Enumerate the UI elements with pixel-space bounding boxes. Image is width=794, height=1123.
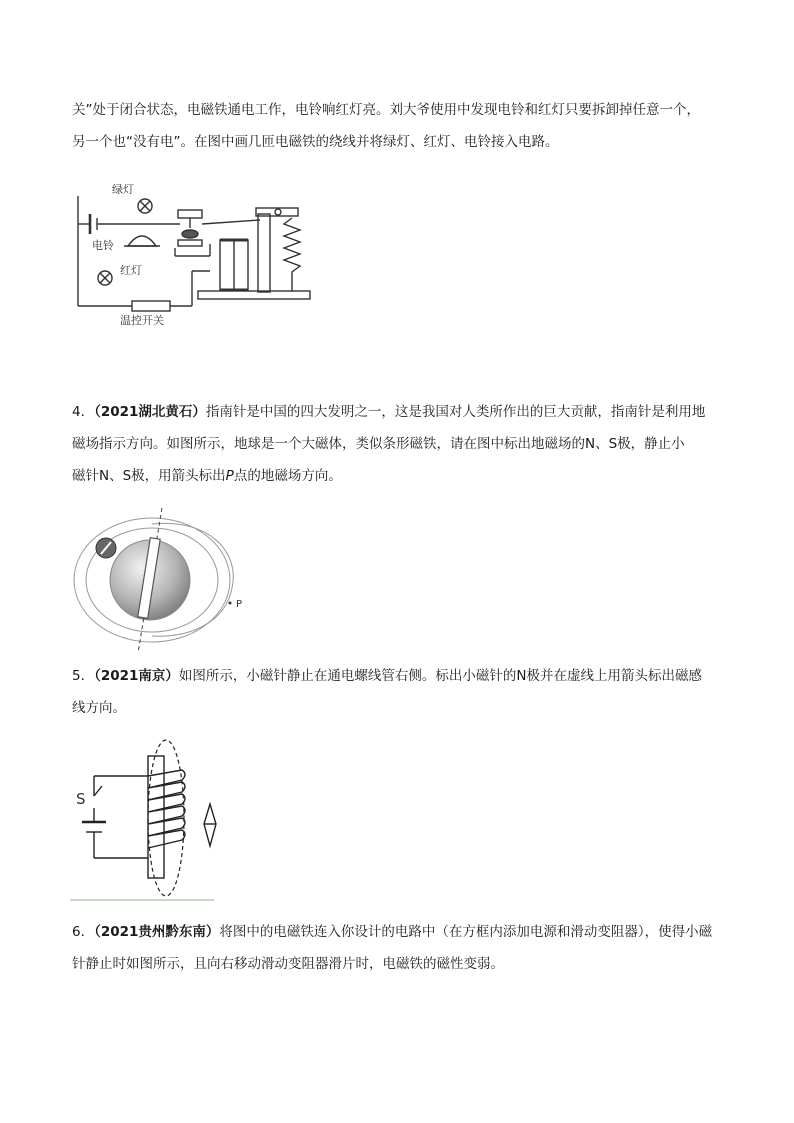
q6-line-2: 针静止时如图所示，且向右移动滑动变阻器滑片时，电磁铁的磁性变弱。: [72, 956, 504, 972]
label-bell: 电铃: [92, 239, 114, 252]
q5-source: （2021南京）: [94, 668, 179, 684]
intro-line-2: 另一个也“没有电”。在图中画几匝电磁铁的绕线并将绿灯、红灯、电铃接入电路。: [72, 134, 559, 150]
figure-earth-magnetic-field: [70, 508, 260, 653]
label-point-p: P: [236, 599, 243, 610]
label-temperature-switch: 温控开关: [120, 314, 164, 326]
q6-source: （2021贵州黔东南）: [94, 924, 220, 940]
label-switch-s: S: [76, 790, 86, 808]
question-5: [72, 660, 732, 724]
q4-line-2: 磁场指示方向。如图所示，地球是一个大磁体，类似条形磁铁，请在图中标出地磁场的N、S极，静止小: [72, 436, 685, 452]
label-green-light: 绿灯: [112, 183, 134, 196]
q6-line-1: 将图中的电磁铁连入你设计的电路中（在方框内添加电源和滑动变阻器），使得小磁: [219, 924, 713, 940]
question-4: [72, 396, 732, 492]
q4-source: （2021湖北黄石）: [94, 404, 206, 420]
question-6: [72, 916, 732, 980]
q5-line-2: 线方向。: [72, 700, 126, 716]
intro-paragraph: [72, 94, 732, 158]
label-red-light: 红灯: [120, 264, 142, 277]
q4-line-3-pre: 磁针N、S极，用箭头标出: [72, 468, 226, 484]
q4-line-1: 指南针是中国的四大发明之一，这是我国对人类所作出的巨大贡献，指南针是利用地: [205, 404, 706, 420]
q6-number: 6．: [72, 924, 95, 940]
figure-electromagnet-circuit: [70, 176, 320, 326]
intro-line-1: 关”处于闭合状态，电磁铁通电工作，电铃响红灯亮。刘大爷使用中发现电铃和红灯只要拆卸掉任意一个，: [72, 102, 700, 118]
q4-line-3-post: 点的地磁场方向。: [233, 468, 342, 484]
q4-number: 4．: [72, 404, 95, 420]
q4-point-p: P: [225, 468, 234, 484]
q5-line-1: 如图所示，小磁针静止在通电螺线管右侧。标出小磁针的N极并在虚线上用箭头标出磁感: [178, 668, 703, 684]
figure-solenoid: [70, 736, 230, 906]
q5-number: 5．: [72, 668, 95, 684]
